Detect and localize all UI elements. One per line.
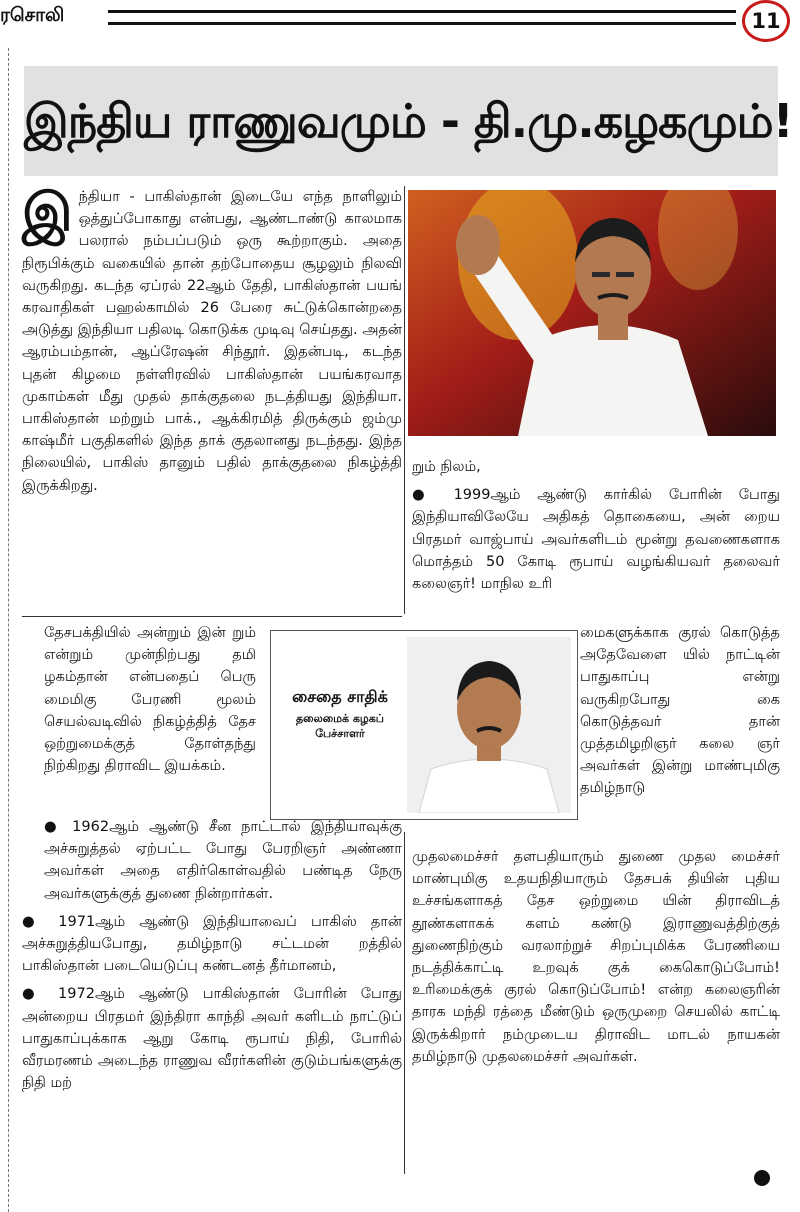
paragraph-1972: ● 1972ஆம் ஆண்டு பாகிஸ்தான் போரின் போது அன்றைய பிரதமர் இந்திரா காந்தி அவர் களிடம் நாட்டுப் பாதுகாப்புக்காக ஆறு கோடி ரூபாய் நிதி, போரில் வீரமரணம் அடைந்த ராணுவ வீரர்களின் குடும்பங்களுக்கு நிதி மற் xyxy=(22,986,402,1092)
intro-text: ந்தியா - பாகிஸ்தான் இடையே எந்த நாளிலும் ஒத்துப்போகாது என்பது, ஆண்டாண்டு காலமாக பலரால் நம்பப்படும் ஒரு கூற்றாகும். அதை நிரூபிக்கும் வகையில் தான் தற்போதைய சூழலும் நிலவி வருகிறது. கடந்த ஏப்ரல் 22ஆம் தேதி, பாகிஸ்தான் பயங் கரவாதிகள் பஹல்காமில் 26 பேரை சுட்டுக்கொன்றதை அடுத்து இந்தியா பதிலடி கொடுக்க முடிவு செய்தது. அதன் ஆரம்பம்தான், ஆப்ரேஷன் சிந்தூர். இதன்படி, கடந்த புதன் கிழமை நள்ளிரவில் பாகிஸ்தான் பயங்கரவாத முகாம்கள் மீது முதல் தாக்குதலை நடத்தியது இந்தியா. பாகிஸ்தான் மற்றும் பாக்., ஆக்கிரமித் திருக்கும் ஜம்மு காஷ்மீர் பகுதிகளில் இந்த தாக் குதலானது நடந்தது. இந்த நிலையில், பாகிஸ் தானும் பதில் தாக்குதலை நிகழ்த்தி இருக்கிறது. xyxy=(22,189,402,494)
paragraph-kargil: ● 1999ஆம் ஆண்டு கார்கில் போரின் போது இந்தியாவிலேயே அதிகத் தொகையை, அன் றைய பிரதமர் வாஜ்பாய் அவர்களிடம் மூன்று தவணைகளாக மொத்தம் 50 கோடி ரூபாய் வழங்கியவர் தலைவர் கலைஞர்! மாநில உரி xyxy=(412,487,780,593)
drop-cap: இ xyxy=(22,183,73,243)
leader-photo xyxy=(408,190,776,436)
paragraph-patriotism: தேசபக்தியில் அன்றும் இன் றும் என்றும் முன்நிற்பது தமி ழகம்தான் என்பதைப் பெரு மைமிகு பேரணி மூலம் செயல்வடிவில் நிகழ்த்தித் தேச ஒற்றுமைக்குத் தோள்தந்து நிற்கிறது திராவிட இயக்கம். xyxy=(44,625,256,775)
column-divider xyxy=(404,186,405,614)
author-box xyxy=(270,630,578,820)
article-end-mark xyxy=(754,1170,770,1186)
author-photo xyxy=(407,637,571,813)
article-headline: இந்திய ராணுவமும் - தி.மு.கழகமும்! xyxy=(24,66,778,176)
author-photo-illustration xyxy=(407,637,571,813)
paragraph-kalaignar: மைகளுக்காக குரல் கொடுத்த அதேவேளை யில் நாட்டின் பாதுகாப்பு என்று வருகிறபோது கை கொடுத்தவர் தான் முத்தமிழறிஞர் கலை ஞர் அவர்கள் இன்று மாண்புமிகு தமிழ்நாடு xyxy=(580,625,780,797)
paragraph-1971: ● 1971ஆம் ஆண்டு இந்தியாவைப் பாகிஸ் தான் அச்சுறுத்தியபோது, தமிழ்நாடு சட்டமன் றத்தில் பாகிஸ்தான் படையெடுப்பு கண்டனத் தீர்மானம், xyxy=(22,913,402,975)
paragraph-intro xyxy=(22,183,402,497)
header-rule xyxy=(108,10,736,25)
author-name: சைதை சாதிக் xyxy=(292,687,388,706)
leader-photo-illustration xyxy=(408,190,776,436)
article-column-2 xyxy=(412,456,780,601)
page-number-badge: 11 xyxy=(742,0,790,42)
section-divider xyxy=(22,616,402,617)
article-column-4 xyxy=(22,816,402,1100)
paragraph-col2-1: றும் நிலம், xyxy=(412,459,481,475)
paragraph-1962: ● 1962ஆம் ஆண்டு சீன நாட்டால் இந்தியாவுக்கு அச்சுறுத்தல் ஏற்பட்ட போது பேரறிஞர் அண்ணா அவர்கள் அதை எதிர்கொள்வதில் பண்டித நேரு அவர்களுக்குத் துணை நின்றார்கள். xyxy=(44,819,402,902)
left-fold-strip xyxy=(8,48,9,1212)
article-column-3a xyxy=(44,622,256,783)
article-column-5 xyxy=(412,846,780,1074)
author-role: தலைமைக் கழகப் பேச்சாளர் xyxy=(296,712,384,740)
article-column-1 xyxy=(22,183,402,503)
newspaper-name: ரசொலி xyxy=(0,4,65,26)
paragraph-conclusion: முதலமைச்சர் தளபதியாரும் துணை முதல மைச்சர் மாண்புமிகு உதயநிதியாரும் தேசபக் தியின் புதிய உச்சங்களாகத் தேச ஒற்றுமை யின் திராவிடத் தூண்களாகக் களம் கண்டு இராணுவத்திற்குத் துணைநிற்கும் வரலாற்றுச் சிறப்புமிக்க பேரணியை நடத்திக்காட்டி உறவுக் குக் கைகொடுப்போம்! உரிமைக்குக் குரல் கொடுப்போம்! என்ற கலைஞரின் தாரக மந்தி ரத்தை மீண்டும் ஒருமுறை செயலில் காட்டி இருக்கிறார் நம்முடைய திராவிட மாடல் நாயகன் தமிழ்நாடு முதலமைச்சர் அவர்கள். xyxy=(412,849,780,1065)
column-divider-lower xyxy=(404,832,405,1174)
article-column-3b xyxy=(580,622,780,806)
